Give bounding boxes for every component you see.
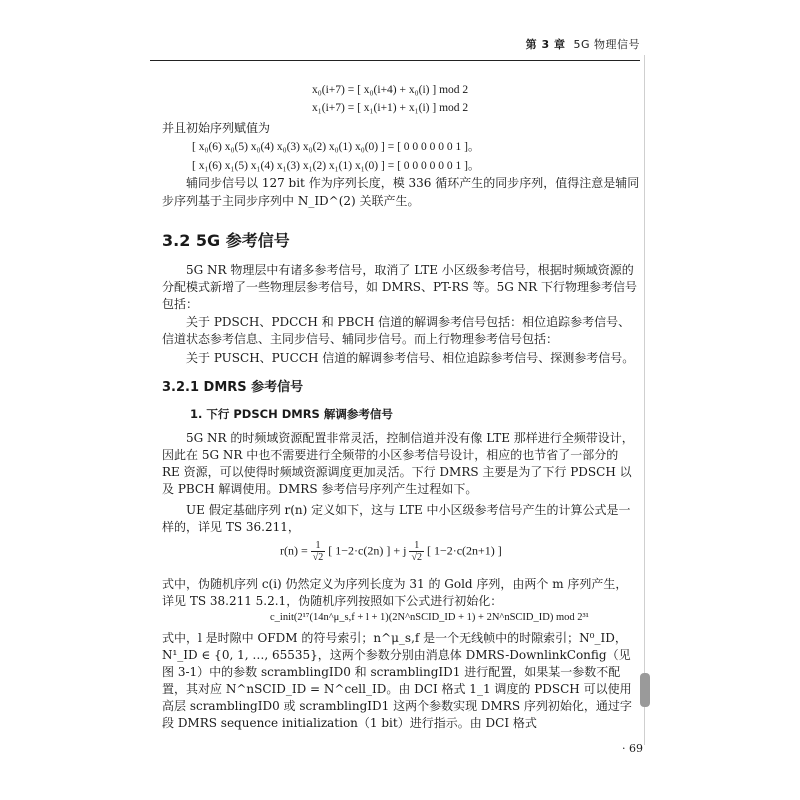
sss-line-1: 辅同步信号以 127 bit 作为序列长度，模 336 循环产生的同步序列，值得注意是辅同: [186, 176, 640, 190]
paragraph-intro: 5G NR 物理层中有诸多参考信号，取消了 LTE 小区级参考信号，根据时频域资源的分配模式新增了一些物理层参考信号，如 DMRS、PT-RS 等。5G NR 下行物理参考信号包括：: [162, 263, 638, 311]
equation-rn: [280, 540, 502, 563]
header-rule: [150, 60, 640, 61]
paragraph-parameters: 式中，l 是时隙中 OFDM 的符号索引；n^μ_s,f 是一个无线帧中的时隙索引；N⁰_ID，N¹_ID ∈ {0, 1, …, 65535}，这两个参数分别由消息体 DMRS-DownlinkConfig（见图 3-1）中的参数 scramblingID0 和 scramblingID1 进行配置，如果某一参数不配置，其对应 N^nSCID_ID = N^cell_ID。由 DCI 格式 1_1 调度的 PDSCH 可以使用高层 scramblingID0 或 scramblingID1 这两个参数实现 DMRS 序列初始化，通过字段 DMRS sequence initialization（1 bit）进行指示。由 DCI 格式: [162, 631, 632, 730]
header-chapter: 第 3 章: [525, 38, 566, 51]
equation-x1-recursion: x₁(i+7) = [ x₁(i+1) + x₁(i) ] mod 2: [312, 102, 469, 114]
paragraph-downlink-rs: 关于 PDSCH、PDCCH 和 PBCH 信道的解调参考信号包括：相位追踪参考信号、信道状态参考信息、主同步信号、辅同步信号。而上行物理参考信号包括：: [162, 315, 631, 346]
equation-init-x0: [ x₀(6) x₀(5) x₀(4) x₀(3) x₀(2) x₀(1) x₀(0) ] = [ 0 0 0 0 0 0 1 ]。: [192, 141, 480, 153]
paragraph-pseudo-random: 式中，伪随机序列 c(i) 仍然定义为序列长度为 31 的 Gold 序列，由两个 m 序列产生，详见 TS 38.211 5.2.1，伪随机序列按照如下公式进行初始化：: [162, 577, 628, 608]
subsection-heading: 3.2.1 DMRS 参考信号: [162, 380, 304, 395]
rn-fraction-2: $\frac{1}{√2}$: [411, 540, 422, 563]
header-title: 5G 物理信号: [573, 38, 640, 51]
rn-fraction-1: $\frac{1}{√2}$: [312, 540, 324, 563]
rn-middle: [ 1−2·c(2n) ] + j: [328, 543, 407, 558]
page-number: · 69: [622, 742, 643, 755]
page-edge-marker: [640, 673, 650, 707]
subsubsection-heading: 1. 下行 PDSCH DMRS 解调参考信号: [190, 407, 393, 421]
equation-cinit: c_init(2¹⁷(14n^μ_s,f + l + 1)(2N^nSCID_ID + 1) + 2N^nSCID_ID) mod 2³¹: [270, 612, 589, 623]
section-heading: 3.2 5G 参考信号: [162, 231, 290, 250]
running-header: [526, 36, 640, 52]
sss-line-2: 步序列基于主同步序列中 N_ID^(2) 关联产生。: [162, 194, 420, 208]
rn-lhs: r(n) =: [280, 543, 308, 558]
init-intro: 并且初始序列赋值为: [162, 121, 271, 135]
rn-rhs: [ 1−2·c(2n+1) ]: [426, 543, 502, 558]
equation-x0-recursion: x₀(i+7) = [ x₀(i+4) + x₀(i) ] mod 2: [312, 84, 469, 96]
paragraph-base-sequence: UE 假定基础序列 r(n) 定义如下，这与 LTE 中小区级参考信号产生的计算公式是一样的，详见 TS 36.211，: [162, 503, 631, 534]
paragraph-uplink-rs: 关于 PUSCH、PUCCH 信道的解调参考信号、相位追踪参考信号、探测参考信号。: [186, 351, 635, 365]
equation-init-x1: [ x₁(6) x₁(5) x₁(4) x₁(3) x₁(2) x₁(1) x₁(0) ] = [ 0 0 0 0 0 0 1 ]。: [192, 160, 480, 172]
page-edge-line: [644, 55, 645, 745]
paragraph-dmrs-overview: 5G NR 的时频域资源配置非常灵活，控制信道并没有像 LTE 那样进行全频带设计，因此在 5G NR 中也不需要进行全频带的小区参考信号设计，相应的也节省了一部分的 RE 资源，可以使得时频域资源调度更加灵活。下行 DMRS 主要是为了下行 PDSCH 以及 PBCH 解调使用。DMRS 参考信号序列产生过程如下。: [162, 431, 634, 496]
